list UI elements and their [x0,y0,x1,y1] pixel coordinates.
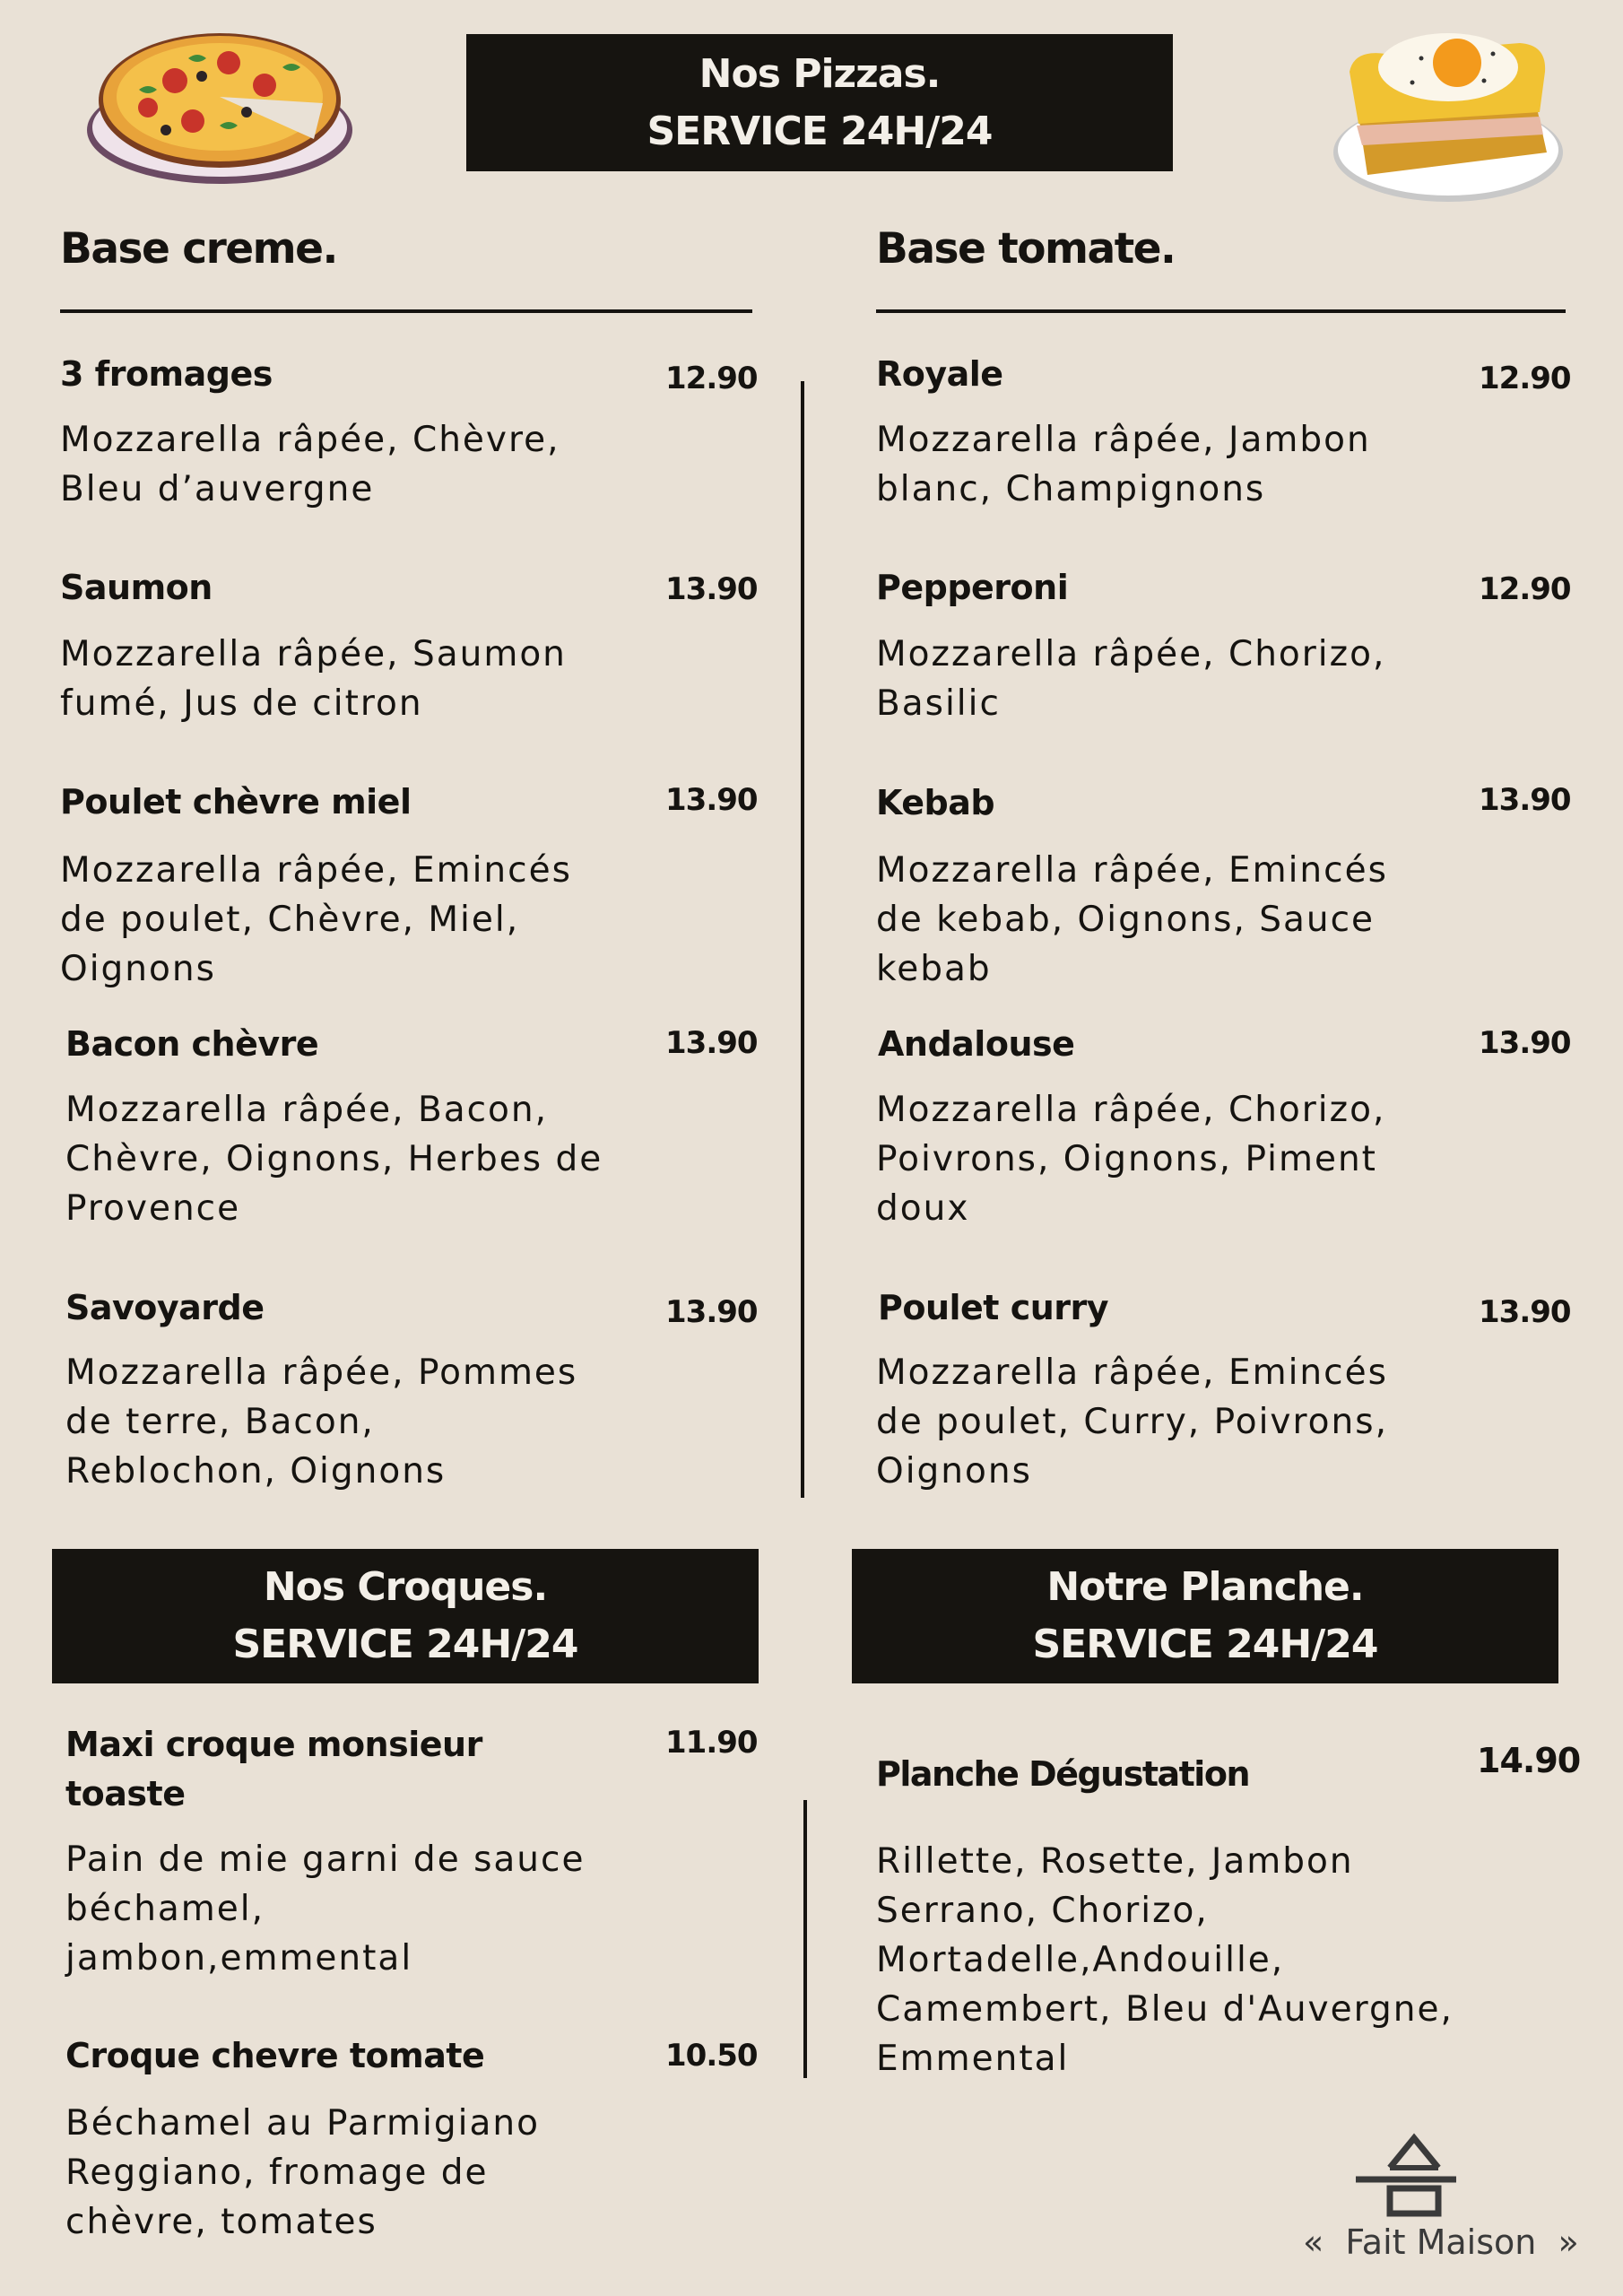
item-name: Poulet curry [878,1288,1109,1327]
item-description: Mozzarella râpée, Saumon fumé, Jus de citron [60,634,567,724]
croques-banner [52,1549,759,1683]
item-price: 13.90 [665,1294,758,1330]
item-price: 13.90 [1479,782,1571,818]
item-description: Mozzarella râpée, Emincés de poulet, Chèvre, Miel, Oignons [60,850,572,989]
item-price: 10.50 [665,2038,758,2074]
item-price: 14.90 [1477,1741,1581,1780]
item-description: Mozzarella râpée, Pommes de terre, Bacon, Reblochon, Oignons [65,1352,578,1492]
column-divider-pizzas [801,381,804,1498]
fait-maison-label: « Fait Maison » [1303,2222,1579,2262]
item-name: Saumon [60,568,213,607]
croques-subtitle: SERVICE 24H/24 [232,1622,578,1667]
item-price: 12.90 [665,361,758,396]
item-name: Bacon chèvre [65,1024,319,1064]
planche-banner [852,1549,1558,1683]
item-name: Croque chevre tomate [65,2036,485,2075]
pizza-illustration [85,18,354,188]
item-description: Pain de mie garni de sauce béchamel, jambon,emmental [65,1839,586,1979]
column-divider-bottom [803,1800,807,2078]
item-name: Maxi croque monsieur toaste [65,1725,482,1813]
item-price: 11.90 [665,1725,758,1761]
item-name: Poulet chèvre miel [60,782,412,822]
header-banner [466,34,1173,171]
item-description: Mozzarella râpée, Emincés de kebab, Oignons, Sauce kebab [876,850,1388,989]
item-price: 13.90 [1479,1294,1571,1330]
item-price: 13.90 [665,571,758,607]
item-description: Mozzarella râpée, Chèvre, Bleu d’auvergne [60,420,560,509]
item-name: Andalouse [878,1024,1075,1064]
item-price: 12.90 [1479,571,1571,607]
item-description: Mozzarella râpée, Jambon blanc, Champignons [876,420,1371,509]
section-title-creme: Base creme. [60,224,337,274]
croque-madame-illustration [1332,18,1565,206]
divider-tomate [876,309,1566,313]
item-name: Savoyarde [65,1288,265,1327]
item-description: Mozzarella râpée, Chorizo, Poivrons, Oignons, Piment doux [876,1090,1386,1229]
house-icon [1356,2127,1472,2226]
item-description: Mozzarella râpée, Chorizo, Basilic [876,634,1386,724]
header-title: Nos Pizzas. [699,50,941,97]
item-description: Rillette, Rosette, Jambon Serrano, Chorizo, Mortadelle,Andouille, Camembert, Bleu d'Auvergne, Emmental [876,1841,1454,2079]
item-description: Mozzarella râpée, Bacon, Chèvre, Oignons, Herbes de Provence [65,1090,603,1229]
item-price: 13.90 [665,1025,758,1061]
item-description: Mozzarella râpée, Emincés de poulet, Curry, Poivrons, Oignons [876,1352,1388,1492]
item-name: Planche Dégustation [876,1754,1249,1794]
planche-title: Notre Planche. [1046,1564,1364,1610]
item-price: 13.90 [665,782,758,818]
item-name: Royale [876,354,1003,394]
croques-title: Nos Croques. [263,1564,548,1610]
item-price: 13.90 [1479,1025,1571,1061]
item-price: 12.90 [1479,361,1571,396]
item-name: Pepperoni [876,568,1069,607]
section-title-tomate: Base tomate. [876,224,1176,274]
header-subtitle: SERVICE 24H/24 [647,108,993,154]
item-name: Kebab [876,783,995,822]
planche-subtitle: SERVICE 24H/24 [1032,1622,1378,1667]
divider-creme [60,309,752,313]
item-name: 3 fromages [60,354,273,394]
item-description: Béchamel au Parmigiano Reggiano, fromage de chèvre, tomates [65,2103,540,2242]
